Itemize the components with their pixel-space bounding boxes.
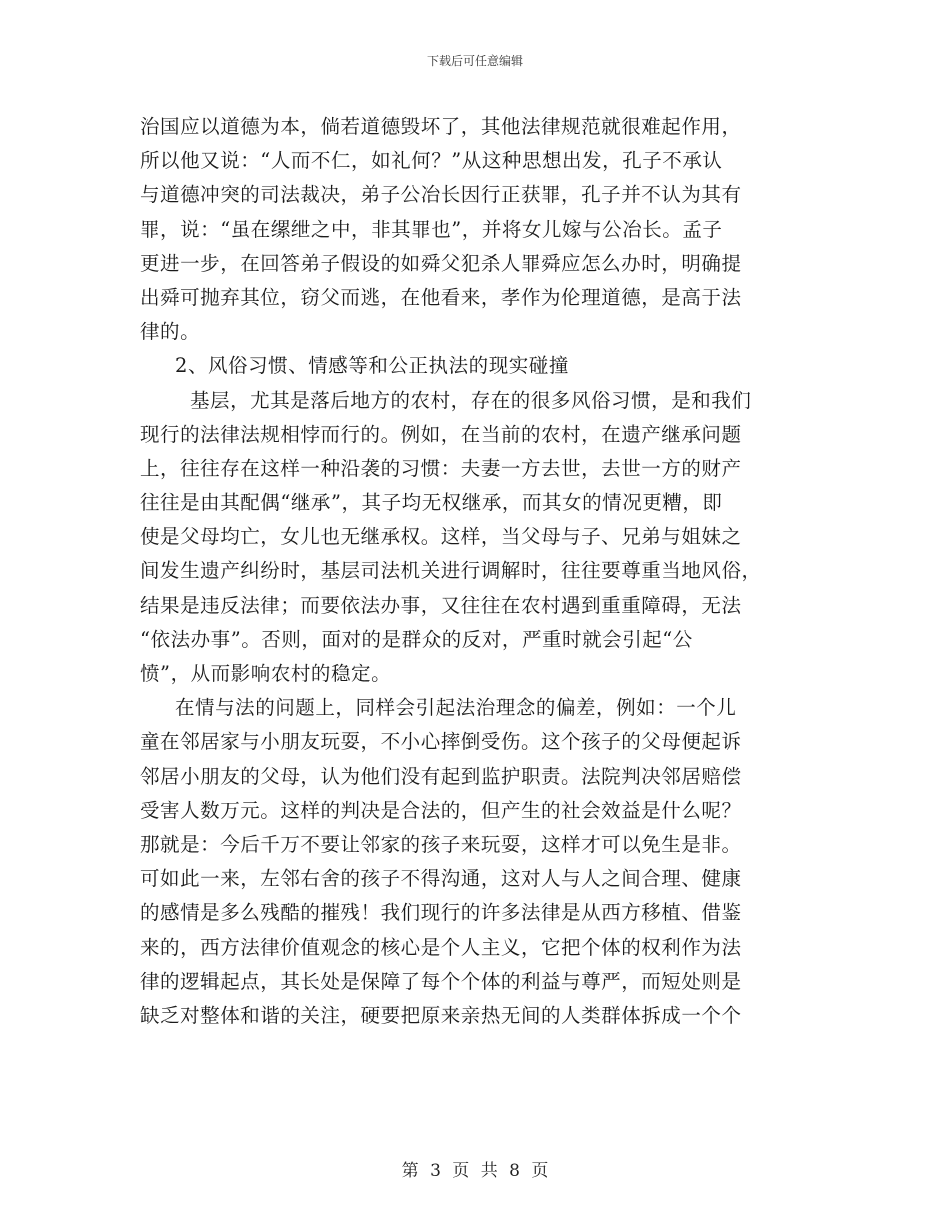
text-line: 上，往往存在这样一种沿袭的习惯：夫妻一方去世，去世一方的财产 — [140, 456, 742, 480]
text-line: 与道德冲突的司法裁决，弟子公冶长因行正获罪，孔子并不认为其有 — [140, 183, 742, 207]
text-line: 来的，西方法律价值观念的核心是个人主义，它把个体的权利作为法 — [140, 935, 742, 959]
text-line: 间发生遗产纠纷时，基层司法机关进行调解时，往往要尊重当地风俗， — [140, 559, 762, 583]
text-line: 的感情是多么残酷的摧残！我们现行的许多法律是从西方移植、借鉴 — [140, 901, 742, 925]
text-line: 往往是由其配偶“继承”，其子均无权继承，而其女的情况更糟，即 — [140, 491, 723, 515]
document-body — [140, 110, 800, 1033]
paragraph-start: 基层，尤其是落后地方的农村，存在的很多风俗习惯，是和我们 — [190, 388, 752, 412]
text-line: 童在邻居家与小朋友玩耍，不小心摔倒受伤。这个孩子的父母便起诉 — [140, 730, 742, 754]
text-line: “依法办事”。否则，面对的是群众的反对，严重时就会引起“公 — [140, 627, 693, 651]
text-line: 结果是违反法律；而要依法办事，又往往在农村遇到重重障碍，无法 — [140, 593, 742, 617]
text-line: 邻居小朋友的父母，认为他们没有起到监护职责。法院判决邻居赔偿 — [140, 764, 742, 788]
text-line: 律的。 — [140, 320, 201, 344]
page-number-footer: 第 3 页 共 8 页 — [401, 1161, 549, 1181]
text-line: 罪，说：“虽在缧绁之中，非其罪也”，并将女儿嫁与公冶长。孟子 — [140, 217, 723, 241]
text-line: 现行的法律法规相悖而行的。例如，在当前的农村，在遗产继承问题 — [140, 422, 742, 446]
text-line: 缺乏对整体和谐的关注，硬要把原来亲热无间的人类群体拆成一个个 — [140, 1003, 742, 1027]
text-line: 使是父母均亡，女儿也无继承权。这样，当父母与子、兄弟与姐妹之 — [140, 525, 742, 549]
text-line: 律的逻辑起点，其长处是保障了每个个体的利益与尊严，而短处则是 — [140, 969, 742, 993]
page-header: 下载后可任意编辑 — [426, 54, 523, 68]
text-line: 出舜可抛弃其位，窃父而逃，在他看来，孝作为伦理道德，是高于法 — [140, 285, 742, 309]
text-line: 更进一步，在回答弟子假设的如舜父犯杀人罪舜应怎么办时，明确提 — [140, 251, 742, 275]
paragraph-start: 在情与法的问题上，同样会引起法治理念的偏差，例如：一个儿 — [175, 696, 737, 720]
text-line: 愤”，从而影响农村的稳定。 — [140, 662, 392, 685]
text-line: 那就是：今后千万不要让邻家的孩子来玩耍，这样才可以免生是非。 — [140, 832, 742, 856]
text-line: 受害人数万元。这样的判决是合法的，但产生的社会效益是什么呢？ — [140, 798, 742, 822]
text-line: 可如此一来，左邻右舍的孩子不得沟通，这对人与人之间合理、健康 — [140, 867, 742, 891]
text-line: 所以他又说：“人而不仁，如礼何？”从这种思想出发，孔子不承认 — [140, 149, 723, 173]
text-line: 治国应以道德为本，倘若道德毁坏了，其他法律规范就很难起作用， — [140, 115, 742, 138]
section-heading: 2、风俗习惯、情感等和公正执法的现实碰撞 — [175, 354, 569, 378]
